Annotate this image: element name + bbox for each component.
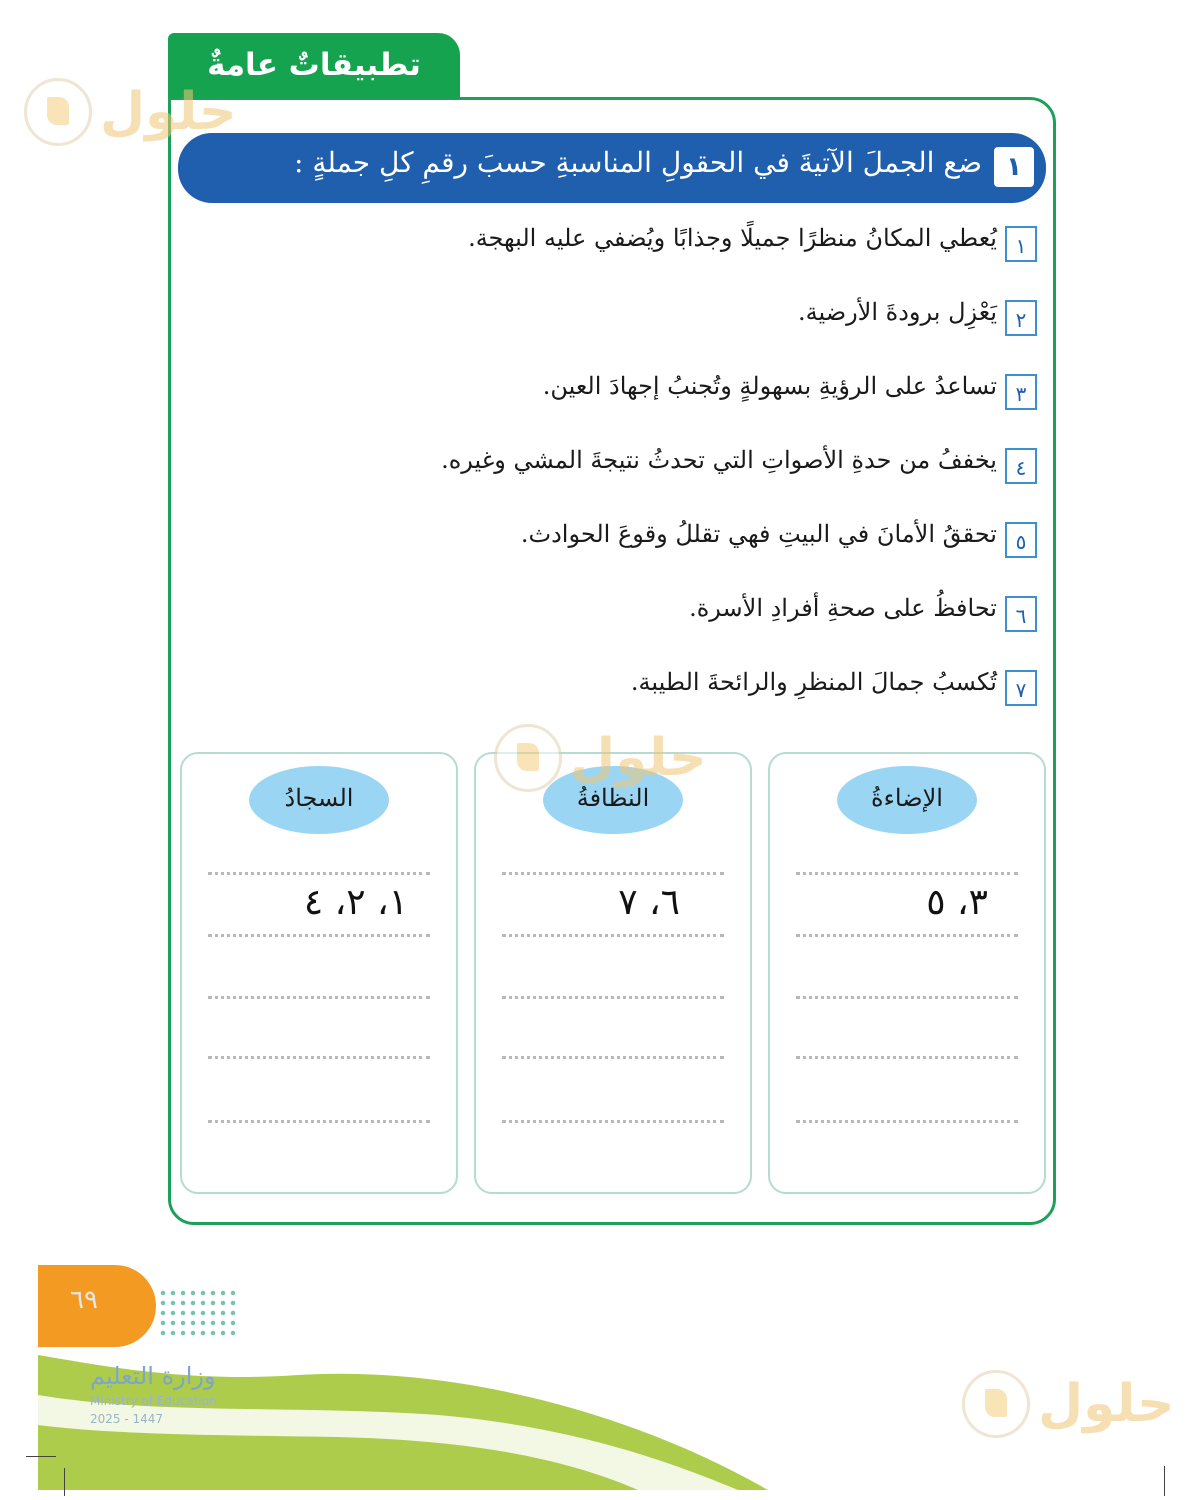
answer-value: ١، ٢، ٤	[303, 882, 408, 923]
sentence-number: ٥	[1005, 522, 1037, 558]
answer-line	[796, 996, 1018, 999]
ministry-name-en: Ministry of Education	[90, 1394, 217, 1408]
category-title: السجادُ	[249, 766, 389, 834]
answer-line	[796, 872, 1018, 875]
category-column-lighting	[768, 752, 1046, 1194]
watermark-text: حلول	[570, 728, 707, 788]
answer-line	[796, 934, 1018, 937]
watermark-text: حلول	[100, 82, 237, 142]
answer-value: ٣، ٥	[926, 882, 988, 923]
answer-line	[208, 996, 430, 999]
sentence-number: ١	[1005, 226, 1037, 262]
category-title: النظافةُ	[543, 766, 683, 834]
watermark-text: حلول	[1038, 1374, 1175, 1434]
sentence-item	[317, 296, 1037, 370]
instruction-text: ضع الجملَ الآتيةَ في الحقولِ المناسبةِ حسبَ رقمِ كلِ جملةٍ :	[293, 146, 982, 179]
answer-line	[502, 1120, 724, 1123]
page-number: ٦٩	[70, 1285, 98, 1315]
category-title: الإضاءةُ	[837, 766, 977, 834]
watermark-logo	[494, 724, 706, 792]
answer-line	[208, 1056, 430, 1059]
section-tab-title: تطبيقاتٌ عامةٌ	[207, 47, 421, 83]
answer-line	[208, 1120, 430, 1123]
category-column-cleanliness	[474, 752, 752, 1194]
sentence-text: يَعْزِل برودةَ الأرضية.	[797, 298, 997, 326]
instruction-banner	[178, 133, 1046, 203]
sentence-item	[317, 370, 1037, 444]
watermark-logo	[24, 78, 236, 146]
answer-line	[208, 872, 430, 875]
sentence-text: يُعطي المكانُ منظرًا جميلًا وجذابًا ويُضفي عليه البهجة.	[468, 224, 997, 252]
sentence-number: ٤	[1005, 448, 1037, 484]
exercise-number: ١	[994, 147, 1034, 187]
sentence-item	[317, 518, 1037, 592]
sentence-item	[317, 222, 1037, 296]
answer-line	[208, 934, 430, 937]
ministry-dots-logo	[158, 1288, 238, 1338]
answer-line	[502, 934, 724, 937]
crop-mark	[1164, 1466, 1165, 1496]
sentence-text: تساعدُ على الرؤيةِ بسهولةٍ وتُجنبُ إجهادَ العين.	[542, 372, 997, 400]
book-icon	[962, 1370, 1030, 1438]
book-icon	[24, 78, 92, 146]
answer-line	[796, 1120, 1018, 1123]
sentence-text: تحافظُ على صحةِ أفرادِ الأسرة.	[689, 594, 997, 622]
crop-mark	[64, 1468, 65, 1496]
answer-line	[502, 996, 724, 999]
answer-value: ٦، ٧	[618, 882, 680, 923]
sentence-text: تحققُ الأمانَ في البيتِ فهي تقللُ وقوعَ الحوادث.	[520, 520, 997, 548]
sentence-text: تُكسبُ جمالَ المنظرِ والرائحةَ الطيبة.	[630, 668, 997, 696]
sentence-number: ٧	[1005, 670, 1037, 706]
sentence-text: يخففُ من حدةِ الأصواتِ التي تحدثُ نتيجةَ المشي وغيره.	[441, 446, 997, 474]
sentence-number: ٦	[1005, 596, 1037, 632]
sentence-item	[317, 592, 1037, 666]
answer-line	[502, 872, 724, 875]
answer-line	[502, 1056, 724, 1059]
sentence-number: ٢	[1005, 300, 1037, 336]
watermark-logo	[962, 1370, 1174, 1438]
answer-line	[796, 1056, 1018, 1059]
category-column-carpets	[180, 752, 458, 1194]
sentence-item	[317, 444, 1037, 518]
ministry-name-ar: وزارة التعليم	[90, 1362, 216, 1390]
sentence-list	[317, 222, 1037, 740]
book-icon	[494, 724, 562, 792]
ministry-year: 2025 - 1447	[90, 1412, 164, 1426]
crop-mark	[26, 1456, 56, 1457]
sentence-number: ٣	[1005, 374, 1037, 410]
